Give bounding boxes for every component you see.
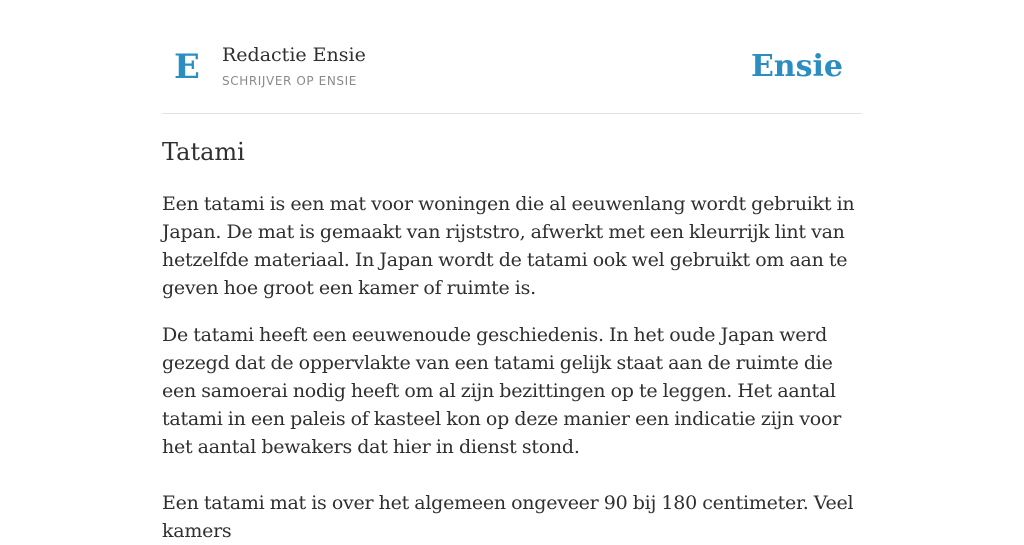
article-paragraph: Een tatami is een mat voor woningen die al eeuwenlang wordt gebruikt in Japan. De mat is gemaakt van rijststro, afwerkt met een kleurrijk lint van hetzelfde materiaal. In Japan wordt de tatami ook wel gebruikt om aan te geven hoe groot een kamer of ruimte is. [162,193,855,299]
article-title: Tatami [162,138,245,166]
article-body [162,190,867,545]
author-header [162,0,862,114]
author-name[interactable]: Redactie Ensie [222,44,366,66]
author-avatar-logo[interactable]: E [174,47,200,87]
article-paragraph: De tatami heeft een eeuwenoude geschiedenis. In het oude Japan werd gezegd dat de oppervlakte van een tatami gelijk staat aan de ruimte die een samoerai nodig heeft om al zijn bezittingen op te leggen. Het aantal tatami in een paleis of kasteel kon op deze manier een indicatie zijn voor het aantal bewakers dat hier in dienst stond. [162,324,842,458]
brand-logo[interactable]: Ensie [750,49,843,84]
article-page [162,0,862,542]
author-role: SCHRIJVER OP ENSIE [222,74,357,88]
article-paragraph: Een tatami mat is over het algemeen ongeveer 90 bij 180 centimeter. Veel kamers [162,492,854,542]
